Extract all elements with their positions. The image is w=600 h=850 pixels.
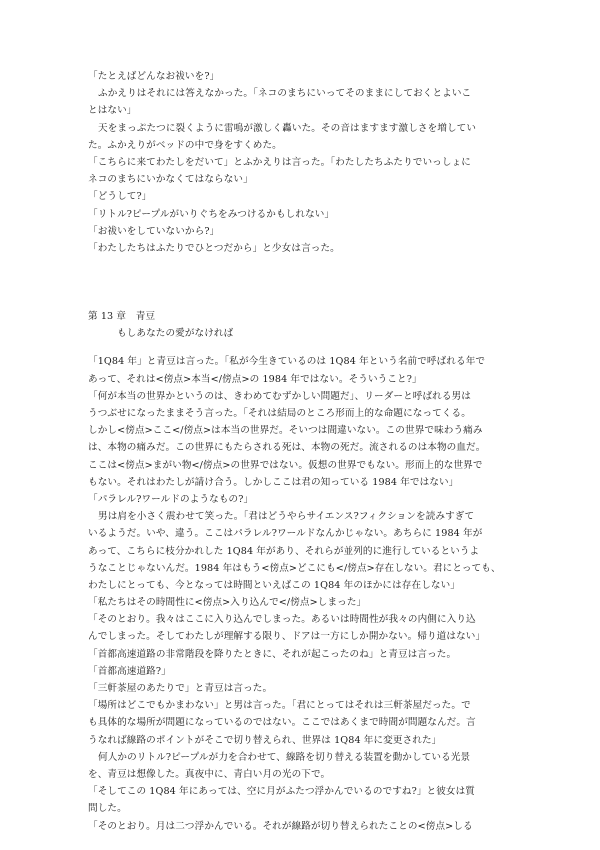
text-line: 問した。 — [88, 803, 127, 815]
section-dialogue-fukaeri — [88, 68, 526, 257]
text-line: ふかえりはそれには答えなかった。「ネコのまちにいってそのままにしておくとよいこ — [98, 88, 472, 100]
text-line: あって、それは<傍点>本当</傍点>の 1984 年ではない。そういうこと?」 — [88, 373, 422, 385]
chapter-subtitle: もしあなたの愛がなければ — [117, 328, 234, 340]
text-line: んでしまった。そしてわたしが理解する限り、ドアは一方にしか開かない。帰り道はない」 — [88, 631, 486, 643]
document-page — [88, 68, 526, 835]
chapter-gap — [88, 342, 526, 353]
text-line: とはない」 — [88, 105, 137, 117]
text-line: しかし<傍点>ここ</傍点>は本当の世界だ。そいつは間違いない。この世界で味わう痛み — [88, 425, 483, 437]
text-line: も具体的な場所が問題になっているのではない。ここではあくまで時間が問題なんだ。言 — [88, 717, 476, 729]
text-line: 「わたしたちはふたりでひとつだから」と少女は言った。 — [88, 242, 340, 254]
chapter-heading: 第 13 章 青豆 — [88, 311, 156, 323]
text-line: 「パラレル?ワールドのようなもの?」 — [88, 493, 254, 505]
text-line: あって、こちらに枝分かれした 1Q84 年があり、それらが並列的に進行しているというよ — [88, 545, 480, 557]
text-line: うなれば線路のポイントがそこで切り替えられ、世界は 1Q84 年に変更された」 — [88, 734, 442, 746]
text-line: うなことじゃないんだ。1984 年はもう<傍点>どこにも</傍点>存在しない。君にとっても、 — [88, 562, 501, 574]
text-line: 「場所はどこでもかまわない」と男は言った。「君にとってはそれは三軒茶屋だった。で — [88, 700, 471, 712]
text-line: 「1Q84 年」と青豆は言った。「私が今生きているのは 1Q84 年という名前で呼ばれる年で — [88, 356, 486, 368]
text-line: 「そのとおり。我々はここに入り込んでしまった。あるいは時間性が我々の内側に入り込 — [88, 614, 476, 626]
text-line: 「そのとおり。月は二つ浮かんでいる。それが線路が切り替えられたことの<傍点>しる — [88, 820, 473, 832]
text-line: わたしにとっても、今となっては時間といえばこの 1Q84 年のほかには存在しない」 — [88, 579, 460, 591]
text-line: いるようだ。いや、違う。ここはパラレル?ワールドなんかじゃない。あちらに 1984 年が — [88, 528, 483, 540]
text-line: ここは<傍点>まがい物</傍点>の世界ではない。仮想の世界でもない。形而上的な世界で — [88, 459, 483, 471]
text-line: 「リトル?ピープルがいりぐちをみつけるかもしれない」 — [88, 208, 335, 220]
section-chapter-13-text — [88, 353, 526, 834]
text-line: を、青豆は想像した。真夜中に、青白い月の光の下で。 — [88, 768, 331, 780]
text-line: ネコのまちにいかなくてはならない」 — [88, 174, 253, 186]
text-line: 「お祓いをしていないから?」 — [88, 225, 220, 237]
section-gap — [88, 257, 526, 308]
text-line: 「首都高速道路?」 — [88, 665, 171, 677]
text-line: うつぶせになったままそう言った。「それは結局のところ形而上的な命題になってくる。 — [88, 408, 471, 419]
text-line: た。ふかえりがベッドの中で身をすくめた。 — [88, 139, 282, 151]
text-line: 「たとえばどんなお祓いを?」 — [88, 71, 220, 82]
text-line: もない。それはわたしが請け合う。しかしここは君の知っている 1984 年ではない」 — [88, 476, 459, 488]
text-line: 「私たちはその時間性に<傍点>入り込んで</傍点>しまった」 — [88, 597, 367, 609]
text-line: 「どうして?」 — [88, 191, 152, 203]
chapter-header — [88, 308, 526, 342]
text-line: 「そしてこの 1Q84 年にあっては、空に月がふたつ浮かんでいるのですね?」と彼女は質 — [88, 786, 475, 798]
text-line: 「こちらに来てわたしをだいて」とふかえりは言った。「わたしたちふたりでいっしょに — [88, 156, 471, 168]
text-line: 何人かのリトル?ピープルが力を合わせて、線路を切り替える装置を動かしている光景 — [98, 751, 471, 763]
text-line: 天をまっぷたつに裂くように雷鳴が激しく轟いた。その音はますます激しさを増してい — [98, 122, 477, 134]
text-line: 「何が本当の世界かというのは、きわめてむずかしい問題だ」、リーダーと呼ばれる男は — [88, 390, 471, 402]
text-line: 「首都高速道路の非常階段を降りたときに、それが起こったのね」と青豆は言った。 — [88, 648, 457, 660]
text-line: は、本物の痛みだ。この世界にもたらされる死は、本物の死だ。流されるのは本物の血だ。 — [88, 442, 486, 454]
text-line: 「三軒茶屋のあたりで」と青豆は言った。 — [88, 683, 273, 694]
text-line: 男は肩を小さく震わせて笑った。「君はどうやらサイエンス?フィクションを読みすぎて — [98, 511, 475, 523]
